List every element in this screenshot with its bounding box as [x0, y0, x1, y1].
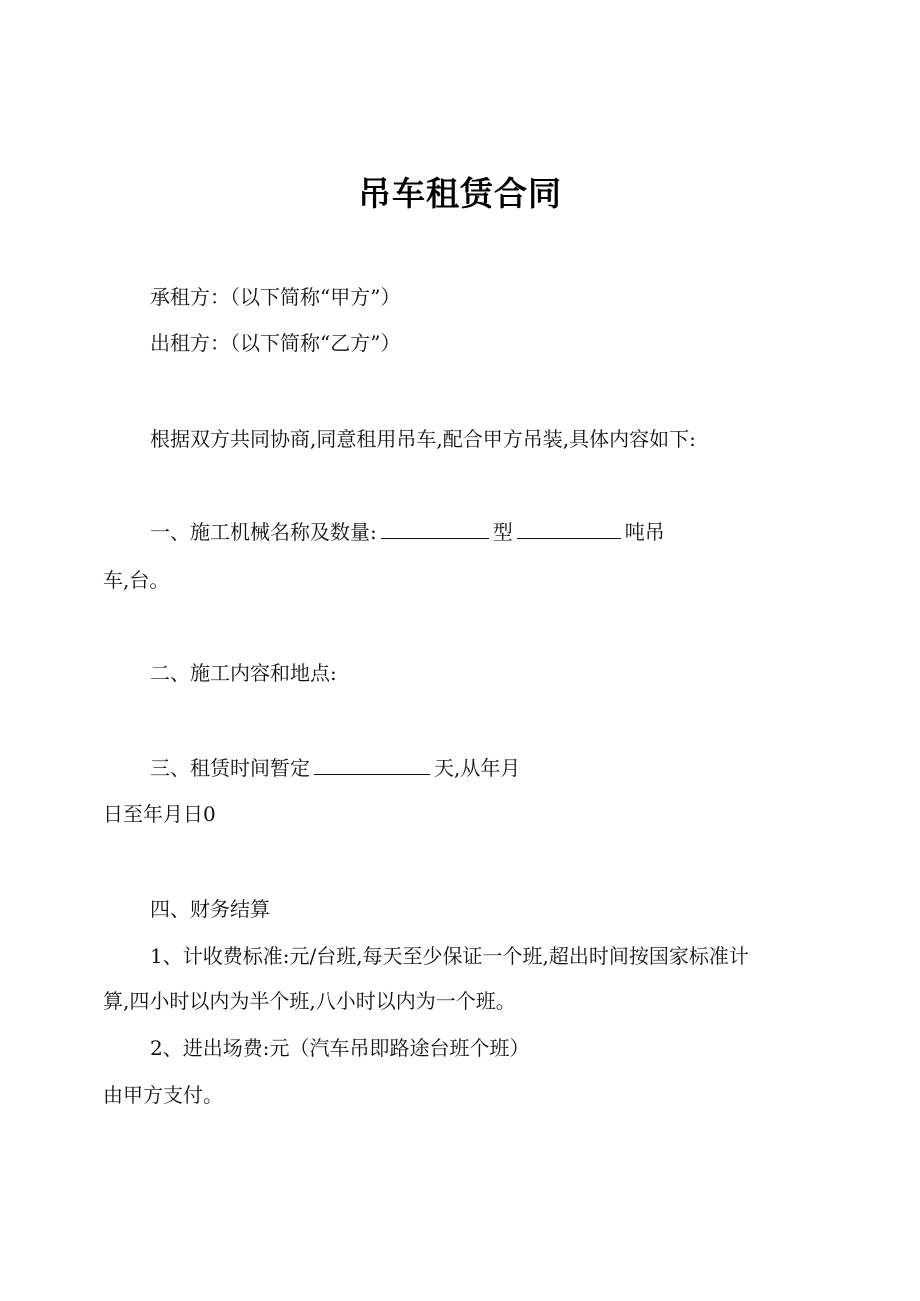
section-3-suffix: 天,从年月: [434, 756, 521, 780]
section-4-item-1-line-2: 算,四小时以内为半个班,八小时以内为一个班。: [103, 989, 516, 1013]
section-1-continuation: 车,台。: [103, 568, 170, 592]
section-1-line: [150, 518, 665, 545]
section-3-prefix: 三、租赁时间暂定: [150, 756, 310, 780]
tonnage-blank: [517, 518, 621, 539]
section-4-item-1-line-1: 1、计收费标准:元/台班,每天至少保证一个班,超出时间按国家标准计: [150, 944, 749, 968]
section-1-mid: 型: [492, 520, 513, 544]
days-blank: [314, 754, 430, 775]
lessor-line: 出租方：（以下简称“乙方”）: [150, 331, 401, 355]
lessee-line: 承租方：（以下简称“甲方”）: [150, 285, 401, 309]
contract-title: 吊车租赁合同: [358, 174, 562, 213]
section-1-suffix: 吨吊: [624, 520, 665, 544]
section-3-continuation: 日至年月日0: [103, 802, 216, 826]
preamble-paragraph: 根据双方共同协商,同意租用吊车,配合甲方吊装,具体内容如下:: [150, 427, 696, 451]
section-1-prefix: 一、施工机械名称及数量:: [150, 520, 377, 544]
section-3-line: [150, 754, 520, 781]
section-4-item-2-line-2: 由甲方支付。: [103, 1083, 223, 1107]
section-4-heading: 四、财务结算: [150, 897, 270, 921]
section-2-heading: 二、施工内容和地点:: [150, 661, 337, 685]
model-blank: [381, 518, 489, 539]
section-4-item-2-line-1: 2、进出场费:元（汽车吊即路途台班个班）: [150, 1036, 530, 1060]
